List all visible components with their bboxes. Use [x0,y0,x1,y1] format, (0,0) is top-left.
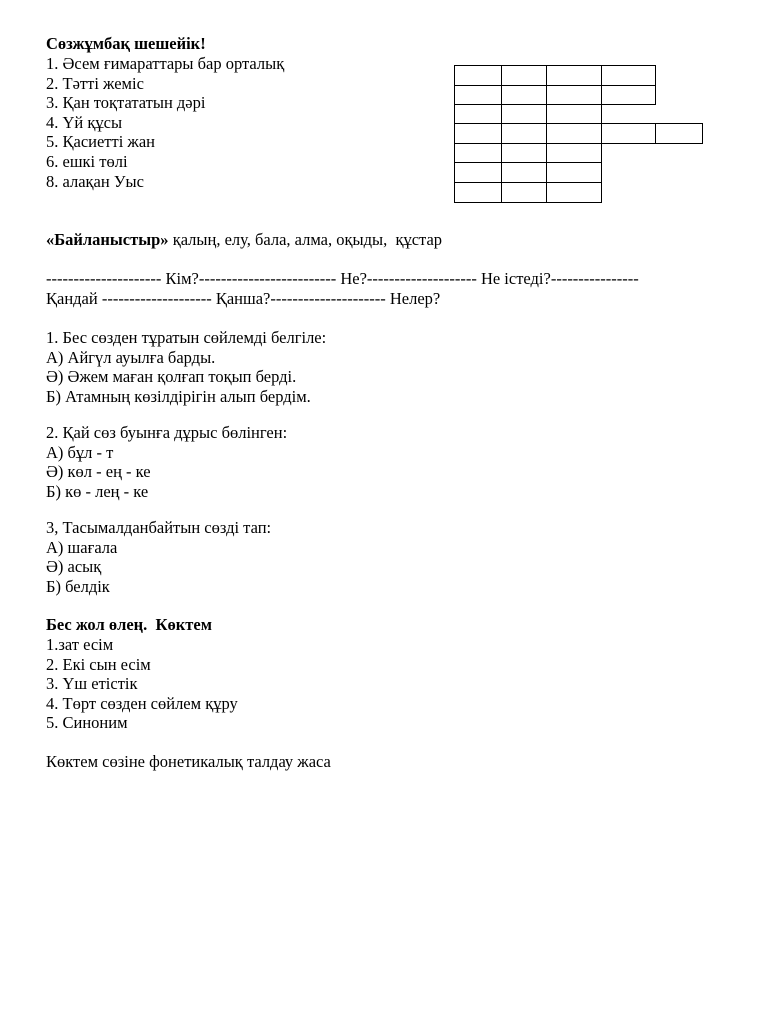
connect-row: --------------------- Кім?------------------------- Не?-------------------- Не істеді?---------------- [46,269,639,288]
question-option: А) шағала [46,538,118,557]
connect-row: Қандай -------------------- Қанша?--------------------- Нелер? [46,289,441,308]
poem-title: Бес жол өлең. Көктем [46,615,212,634]
question-title: 1. Бес сөзден тұратын сөйлемді белгіле: [46,328,327,347]
crossword-cell [501,123,547,144]
poem-item: 5. Синоним [46,713,128,732]
crossword-cell [501,104,547,124]
crossword-clue: 2. Тәтті жеміс [46,74,144,93]
crossword-cell [454,123,502,144]
crossword-cell [454,85,502,105]
crossword-cell [601,123,656,144]
crossword-cell [454,65,502,86]
crossword-grid [454,65,704,205]
poem-item: 4. Төрт сөзден сөйлем құру [46,694,238,713]
question-option: А) Айгүл ауылға барды. [46,348,216,367]
connect-title: «Байланыстыр» [46,230,169,249]
crossword-clue: 5. Қасиетті жан [46,132,155,151]
crossword-clue: 6. ешкі төлі [46,152,128,171]
crossword-cell [655,123,703,144]
question-option: Б) белдік [46,577,110,596]
question-option: Б) кө - лең - ке [46,482,149,501]
crossword-cell [454,104,502,124]
crossword-clue: 4. Үй құсы [46,113,123,132]
crossword-clue: 8. алақан Уыс [46,172,144,191]
crossword-title: Сөзжұмбақ шешейік! [46,34,206,53]
poem-item: 2. Екі сын есім [46,655,151,674]
question-option: Ә) көл - ең - ке [46,462,151,481]
connect-task [46,230,442,250]
crossword-cell [546,123,602,144]
question-option: А) бұл - т [46,443,114,462]
question-option: Ә) асық [46,557,102,576]
crossword-cell [501,85,547,105]
crossword-cell [601,85,656,105]
crossword-cell [601,65,656,86]
question-option: Б) Атамның көзілдірігін алып бердім. [46,387,311,406]
connect-words: қалың, елу, бала, алма, оқыды, құстар [168,230,443,249]
crossword-cell [546,65,602,86]
question-option: Ә) Әжем маған қолғап тоқып берді. [46,367,297,386]
crossword-cell [454,143,502,163]
question-title: 2. Қай сөз буынға дұрыс бөлінген: [46,423,288,442]
crossword-cell [454,182,502,203]
crossword-cell [501,143,547,163]
final-task: Көктем сөзіне фонетикалық талдау жаса [46,752,331,771]
question-title: 3, Тасымалданбайтын сөзді тап: [46,518,272,537]
crossword-cell [546,162,602,183]
poem-item: 3. Үш етістік [46,674,138,693]
crossword-clue: 1. Әсем ғимараттары бар орталық [46,54,285,73]
crossword-cell [501,65,547,86]
crossword-cell [501,182,547,203]
poem-item: 1.зат есім [46,635,114,654]
crossword-cell [501,162,547,183]
crossword-clue: 3. Қан тоқтататын дәрі [46,93,206,112]
crossword-cell [454,162,502,183]
crossword-cell [546,143,602,163]
crossword-cell [546,182,602,203]
crossword-cell [546,85,602,105]
crossword-cell [546,104,602,124]
